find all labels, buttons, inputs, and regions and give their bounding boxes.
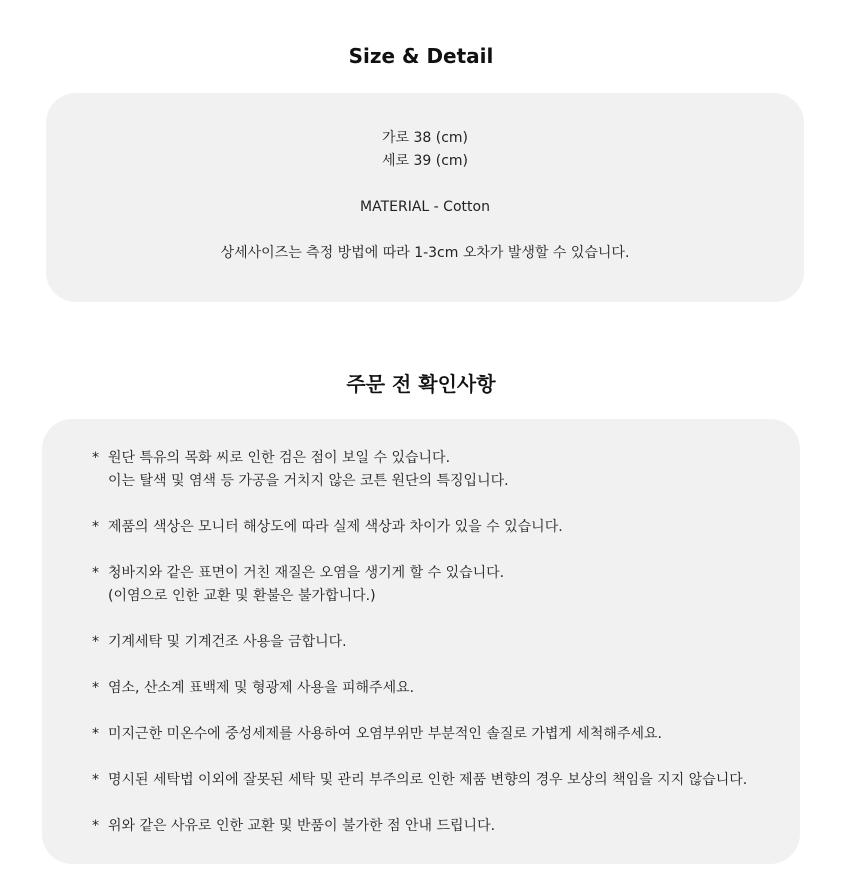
notice-text: 제품의 색상은 모니터 해상도에 따라 실제 색상과 차이가 있을 수 있습니다. [108, 519, 563, 535]
notice-item [92, 769, 747, 792]
bullet-icon: * [92, 634, 99, 650]
bullet-icon: * [92, 680, 99, 696]
notice-item [92, 815, 495, 838]
notice-text: 청바지와 같은 표면이 거친 재질은 오염을 생기게 할 수 있습니다. [108, 565, 505, 581]
notice-item [92, 723, 662, 746]
bullet-icon: * [92, 450, 99, 466]
notice-item [92, 562, 504, 608]
tolerance-note: 상세사이즈는 측정 방법에 따라 1-3cm 오차가 발생할 수 있습니다. [220, 245, 630, 261]
notice-text: 기계세탁 및 기계건조 사용을 금합니다. [108, 634, 347, 650]
notice-text: 원단 특유의 목화 씨로 인한 검은 점이 보일 수 있습니다. [108, 450, 451, 466]
notice-item [92, 677, 414, 700]
notice-item [92, 631, 347, 654]
size-detail-panel [46, 93, 804, 302]
notice-text: 명시된 세탁법 이외에 잘못된 세탁 및 관리 부주의로 인한 제품 변향의 경우 보상의 책임을 지지 않습니다. [108, 772, 748, 788]
bullet-icon: * [92, 726, 99, 742]
notice-text: 염소, 산소계 표백제 및 형광제 사용을 피해주세요. [108, 680, 415, 696]
size-detail-title: Size & Detail [348, 44, 494, 68]
bullet-icon: * [92, 772, 99, 788]
notice-text-continued: 이는 탈색 및 염색 등 가공을 거치지 않은 코튼 원단의 특징입니다. [108, 473, 509, 489]
order-notice-panel [42, 419, 800, 864]
notice-text: 위와 같은 사유로 인한 교환 및 반품이 불가한 점 안내 드립니다. [108, 818, 496, 834]
notice-item [92, 516, 563, 539]
notice-text-continued: (이염으로 인한 교환 및 환불은 불가합니다.) [108, 588, 376, 604]
width-text: 가로 38 (cm) [381, 130, 469, 146]
length-text: 세로 39 (cm) [381, 153, 469, 169]
notice-text: 미지근한 미온수에 중성세제를 사용하여 오염부위만 부분적인 솔질로 가볍게 세척해주세요. [108, 726, 662, 742]
bullet-icon: * [92, 519, 99, 535]
bullet-icon: * [92, 565, 99, 581]
notice-item [92, 447, 509, 493]
material-text: MATERIAL - Cotton [360, 199, 490, 215]
order-notice-title: 주문 전 확인사항 [346, 372, 496, 396]
bullet-icon: * [92, 818, 99, 834]
